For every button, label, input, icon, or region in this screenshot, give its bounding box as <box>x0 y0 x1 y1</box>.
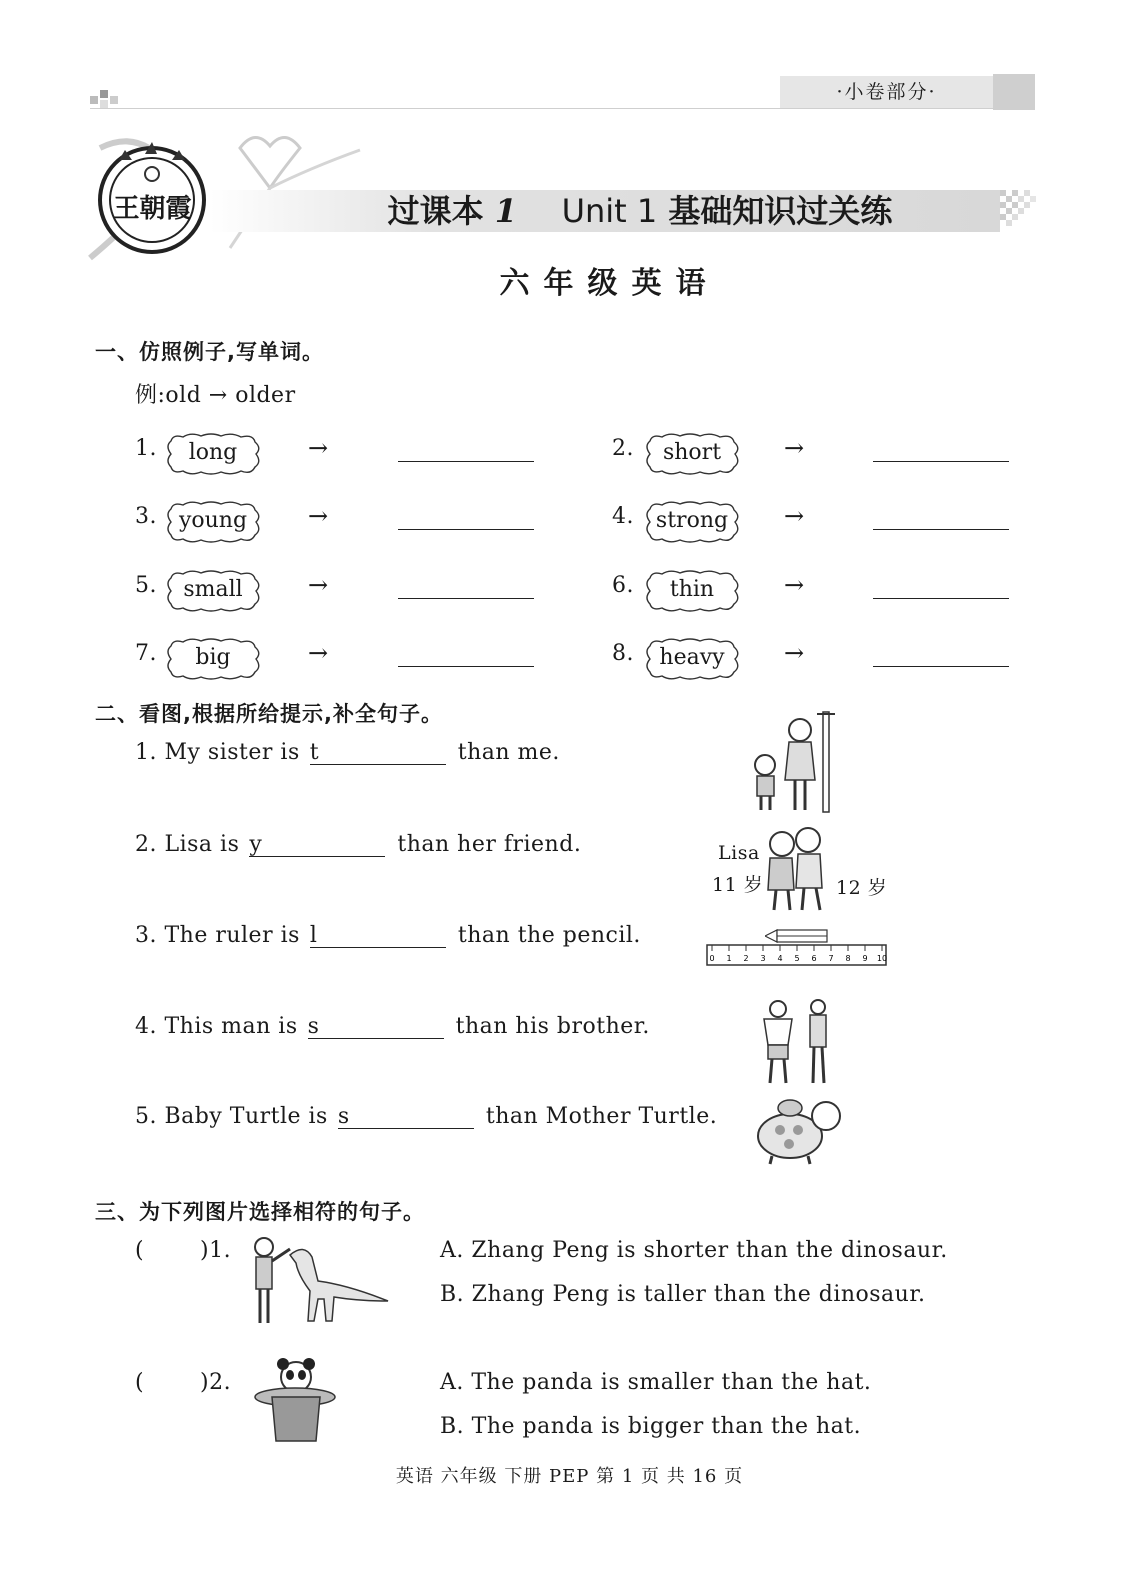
ruler-tick-label: 6 <box>811 954 817 963</box>
lisa-friend-picture <box>760 822 835 914</box>
sentence-prefix: 1. My sister is <box>135 740 300 765</box>
sentence-item <box>135 740 560 765</box>
answer-blank[interactable] <box>398 597 534 599</box>
hint-letter: y <box>249 832 263 857</box>
arrow-icon: → <box>308 434 329 462</box>
section2-heading: 二、看图,根据所给提示,补全句子。 <box>95 702 443 726</box>
ruler-picture <box>706 944 888 968</box>
word-cloud <box>163 500 263 544</box>
word-item-number: 2. <box>612 436 634 461</box>
ruler-tick-label: 10 <box>876 954 888 963</box>
ruler-tick-label: 4 <box>777 954 783 963</box>
sentence-item <box>135 1104 717 1129</box>
word-cloud <box>642 637 742 681</box>
answer-blank[interactable] <box>398 460 534 462</box>
logo-text: 王朝霞 <box>113 194 192 224</box>
title-unit: Unit 1 <box>561 192 658 230</box>
turtles-picture <box>752 1096 844 1166</box>
arrow-icon: → <box>784 502 805 530</box>
page-subtitle: 六年级英语 <box>499 266 720 301</box>
section-tab: ·小卷部分· <box>780 76 993 108</box>
word-item-number: 4. <box>612 504 634 529</box>
arrow-icon: → <box>308 502 329 530</box>
page-title <box>300 186 980 236</box>
arrow-icon: → <box>784 571 805 599</box>
answer-blank[interactable] <box>310 740 446 765</box>
answer-blank[interactable] <box>873 597 1009 599</box>
section-tab-marker <box>993 74 1035 110</box>
q2-option-a: A. The panda is smaller than the hat. <box>440 1370 872 1395</box>
word-item-number: 1. <box>135 436 157 461</box>
panda-hat-picture <box>252 1355 338 1447</box>
hint-letter: t <box>309 740 320 765</box>
answer-blank[interactable] <box>338 1104 474 1129</box>
section3-heading: 三、为下列图片选择相符的句子。 <box>95 1200 425 1224</box>
answer-blank[interactable] <box>873 460 1009 462</box>
word-cloud <box>642 500 742 544</box>
word-item-number: 5. <box>135 573 157 598</box>
q1-paren-open: ( <box>135 1238 145 1263</box>
hint-letter: s <box>307 1014 320 1039</box>
answer-blank[interactable] <box>308 1014 444 1039</box>
q2-option-b: B. The panda is bigger than the hat. <box>440 1414 862 1439</box>
word-item-number: 8. <box>612 641 634 666</box>
sister-height-picture <box>745 710 835 815</box>
word-item-number: 3. <box>135 504 157 529</box>
q1-option-b: B. Zhang Peng is taller than the dinosaur. <box>440 1282 926 1307</box>
page-footer: 英语 六年级 下册 PEP 第 1 页 共 16 页 <box>395 1466 744 1487</box>
sentence-item <box>135 832 581 857</box>
lisa-label: Lisa <box>718 842 760 864</box>
answer-blank[interactable] <box>398 528 534 530</box>
q2-number: )2. <box>200 1370 232 1395</box>
word-cloud-label: small <box>183 577 243 602</box>
q2-paren-open: ( <box>135 1370 145 1395</box>
word-cloud <box>163 637 263 681</box>
sentence-item <box>135 1014 650 1039</box>
arrow-icon: → <box>784 434 805 462</box>
section1-heading: 一、仿照例子,写单词。 <box>95 340 324 364</box>
q1-option-a: A. Zhang Peng is shorter than the dinosaur. <box>440 1238 948 1263</box>
word-item-number: 7. <box>135 641 157 666</box>
answer-blank[interactable] <box>873 528 1009 530</box>
word-cloud <box>642 432 742 476</box>
word-cloud-label: heavy <box>659 645 725 670</box>
word-cloud-label: big <box>195 645 231 670</box>
sentence-suffix: than me. <box>457 740 560 765</box>
sentence-prefix: 3. The ruler is <box>135 923 300 948</box>
brothers-picture <box>758 997 838 1087</box>
pencil-picture <box>765 929 830 943</box>
ruler-tick-label: 1 <box>726 954 732 963</box>
sentence-item <box>135 923 641 948</box>
hint-letter: l <box>309 923 318 948</box>
word-cloud-label: thin <box>669 577 715 602</box>
word-cloud <box>163 432 263 476</box>
friend-age: 12 岁 <box>836 877 888 899</box>
sentence-prefix: 2. Lisa is <box>135 832 240 857</box>
answer-blank[interactable] <box>398 665 534 667</box>
ruler-tick-label: 8 <box>845 954 851 963</box>
ruler-tick-label: 5 <box>794 954 800 963</box>
sentence-prefix: 5. Baby Turtle is <box>135 1104 328 1129</box>
word-cloud <box>163 569 263 613</box>
arrow-icon: → <box>308 571 329 599</box>
ruler-tick-label: 9 <box>862 954 868 963</box>
boy-dinosaur-picture <box>248 1235 398 1327</box>
word-cloud <box>642 569 742 613</box>
header-rule <box>90 108 1035 109</box>
ruler-tick-label: 0 <box>709 954 715 963</box>
ruler-tick-label: 3 <box>760 954 766 963</box>
answer-blank[interactable] <box>249 832 385 857</box>
sentence-suffix: than her friend. <box>397 832 582 857</box>
title-number: 1 <box>494 192 518 230</box>
corner-decoration <box>90 88 130 114</box>
brand-logo <box>95 140 210 255</box>
arrow-icon: → <box>784 639 805 667</box>
title-prefix: 过课本 <box>387 192 484 230</box>
sentence-suffix: than his brother. <box>455 1014 650 1039</box>
word-item-number: 6. <box>612 573 634 598</box>
arrow-icon: → <box>308 639 329 667</box>
hint-letter: s <box>337 1104 350 1129</box>
section1-example: 例:old → older <box>135 383 296 408</box>
word-cloud-label: short <box>662 440 722 465</box>
lisa-age: 11 岁 <box>712 874 764 896</box>
ruler-tick-label: 7 <box>828 954 834 963</box>
sentence-suffix: than the pencil. <box>457 923 641 948</box>
answer-blank[interactable] <box>310 923 446 948</box>
title-rest: 基础知识过关练 <box>668 192 893 230</box>
ruler-tick-label: 2 <box>743 954 749 963</box>
q1-number: )1. <box>200 1238 232 1263</box>
title-band-checker <box>1000 190 1040 232</box>
word-cloud-label: young <box>178 508 248 533</box>
word-cloud-label: strong <box>655 508 729 533</box>
sentence-suffix: than Mother Turtle. <box>485 1104 718 1129</box>
answer-blank[interactable] <box>873 665 1009 667</box>
sentence-prefix: 4. This man is <box>135 1014 298 1039</box>
word-cloud-label: long <box>188 440 238 465</box>
